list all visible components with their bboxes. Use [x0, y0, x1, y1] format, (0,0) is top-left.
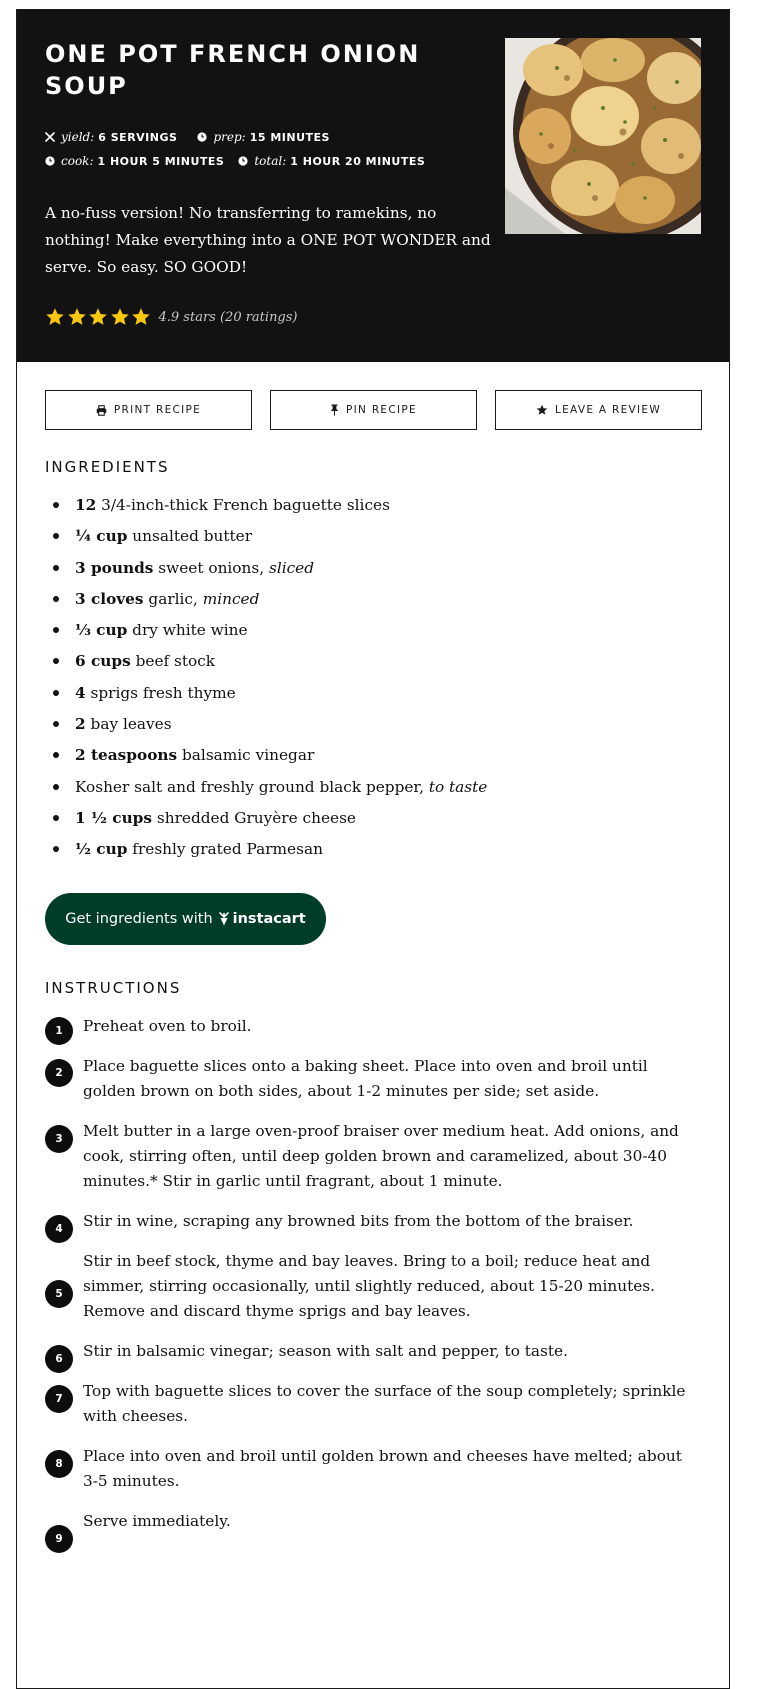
step-number: 9	[45, 1525, 73, 1553]
yield-value: 6 SERVINGS	[98, 130, 178, 144]
step-number: 4	[45, 1215, 73, 1243]
ingredient-item	[45, 588, 487, 619]
ingredient-item	[45, 838, 487, 869]
recipe-photo	[505, 38, 701, 234]
recipe-description: A no-fuss version! No transferring to ramekins, no nothing! Make everything into a ONE POT WONDER and serve. So easy. SO GOOD!	[45, 204, 491, 276]
step-text: Place baguette slices onto a baking sheet. Place into oven and broil until golden brown on both sides, about 1-2 minutes per side; set aside.	[83, 1057, 648, 1100]
star-icon[interactable]	[67, 307, 87, 327]
ingredient-name: dry white wine	[132, 621, 248, 640]
ingredients-list	[45, 494, 487, 870]
ingredient-item	[45, 494, 487, 525]
print-recipe-label: PRINT RECIPE	[113, 404, 202, 416]
instacart-button[interactable]	[45, 893, 326, 945]
leave-review-button[interactable]	[495, 390, 702, 430]
step-text: Preheat oven to broil.	[83, 1017, 252, 1035]
step-text: Serve immediately.	[83, 1512, 231, 1530]
ingredient-name: 3/4-inch-thick French baguette slices	[101, 496, 390, 514]
cook-value: 1 HOUR 5 MINUTES	[97, 154, 225, 168]
ingredient-name: freshly grated Parmesan	[132, 840, 323, 859]
ingredient-name: bay leaves	[90, 715, 172, 734]
step-text: Melt butter in a large oven-proof braiser over medium heat. Add onions, and cook, stirring often, until deep golden brown and caramelized, about 30-40 minutes.* Stir in garlic until fragrant, about 1 minute.	[83, 1122, 679, 1190]
star-icon	[536, 404, 548, 416]
total-value: 1 HOUR 20 MINUTES	[290, 154, 426, 168]
step-number: 3	[45, 1125, 73, 1153]
step-number: 5	[45, 1280, 73, 1308]
ingredient-item	[45, 744, 487, 775]
ingredient-item	[45, 713, 487, 744]
pin-icon	[330, 404, 339, 416]
ingredient-amount: ⅓ cup	[75, 621, 128, 640]
print-recipe-button[interactable]	[45, 390, 252, 430]
ingredient-amount: 3 cloves	[75, 589, 144, 608]
step-text: Stir in balsamic vinegar; season with salt and pepper, to taste.	[83, 1342, 568, 1360]
step-text: Place into oven and broil until golden brown and cheeses have melted; about 3-5 minutes.	[83, 1447, 682, 1490]
ingredient-item	[45, 682, 487, 713]
ingredients-heading: INGREDIENTS	[45, 458, 170, 476]
recipe-meta-row-2	[45, 154, 425, 168]
total-label: total:	[254, 154, 287, 168]
step-number: 1	[45, 1017, 73, 1045]
ingredient-amount: 1 ½ cups	[75, 808, 152, 827]
ingredient-note: to taste	[428, 777, 488, 796]
star-icon[interactable]	[110, 307, 130, 327]
step-text: Top with baguette slices to cover the surface of the soup completely; sprinkle with cheeses.	[83, 1382, 686, 1425]
yield-label: yield:	[61, 130, 95, 144]
ingredient-amount: 2 teaspoons	[75, 746, 178, 765]
ingredient-item	[45, 619, 487, 650]
clock-icon	[238, 156, 248, 166]
step-number: 6	[45, 1345, 73, 1373]
ingredient-name: sweet onions,	[158, 558, 265, 577]
ingredient-amount: ¼ cup	[75, 527, 128, 546]
ingredient-amount: 12	[75, 496, 97, 514]
ingredient-amount: 2	[75, 715, 86, 734]
star-icon[interactable]	[88, 307, 108, 327]
star-icon[interactable]	[131, 307, 151, 327]
step-text: Stir in wine, scraping any browned bits from the bottom of the braiser.	[83, 1212, 634, 1230]
clock-icon	[45, 156, 55, 166]
recipe-meta-row-1	[45, 130, 330, 144]
rating-stars[interactable]	[45, 307, 298, 327]
ingredient-amount: 4	[75, 683, 86, 702]
ingredient-name: unsalted butter	[132, 527, 253, 546]
pin-recipe-label: PIN RECIPE	[346, 404, 417, 416]
soup-image	[505, 38, 701, 234]
step-number: 7	[45, 1385, 73, 1413]
leave-review-label: LEAVE A REVIEW	[554, 404, 662, 416]
carrot-icon	[218, 912, 230, 926]
cook-label: cook:	[61, 154, 94, 168]
rating-text: 4.9 stars (20 ratings)	[158, 309, 298, 325]
utensils-icon	[45, 132, 55, 142]
prep-label: prep:	[213, 130, 246, 144]
ingredient-name: sprigs fresh thyme	[90, 683, 236, 702]
printer-icon	[96, 405, 107, 416]
star-icon[interactable]	[45, 307, 65, 327]
recipe-header	[17, 10, 729, 362]
instructions-heading: INSTRUCTIONS	[45, 979, 182, 997]
step-text: Stir in beef stock, thyme and bay leaves. Bring to a boil; reduce heat and simmer, stirring occasionally, until slightly reduced, about 15-20 minutes. Remove and discard thyme sprigs and bay leaves.	[83, 1252, 656, 1320]
ingredient-name: beef stock	[135, 652, 216, 671]
ingredient-name: balsamic vinegar	[182, 746, 315, 765]
ingredient-item	[45, 650, 487, 681]
ingredient-item	[45, 807, 487, 838]
instacart-brand	[218, 911, 306, 927]
ingredient-item	[45, 525, 487, 556]
step-number: 8	[45, 1450, 73, 1478]
ingredient-amount: ½ cup	[75, 840, 128, 859]
instacart-brand-label: instacart	[232, 911, 306, 927]
ingredient-note: minced	[202, 589, 260, 608]
recipe-card	[16, 9, 730, 1689]
clock-icon	[197, 132, 207, 142]
instacart-prefix: Get ingredients with	[65, 911, 213, 927]
ingredient-name: Kosher salt and freshly ground black pepper,	[75, 777, 424, 796]
ingredient-item	[45, 776, 487, 807]
ingredient-item	[45, 557, 487, 588]
ingredient-note: sliced	[268, 558, 315, 577]
ingredient-name: shredded Gruyère cheese	[156, 808, 356, 827]
recipe-title: ONE POT FRENCH ONION SOUP	[45, 40, 421, 100]
ingredient-amount: 6 cups	[75, 652, 131, 671]
prep-value: 15 MINUTES	[249, 130, 330, 144]
ingredient-amount: 3 pounds	[75, 558, 154, 577]
ingredient-name: garlic,	[148, 589, 198, 608]
pin-recipe-button[interactable]	[270, 390, 477, 430]
step-number: 2	[45, 1059, 73, 1087]
